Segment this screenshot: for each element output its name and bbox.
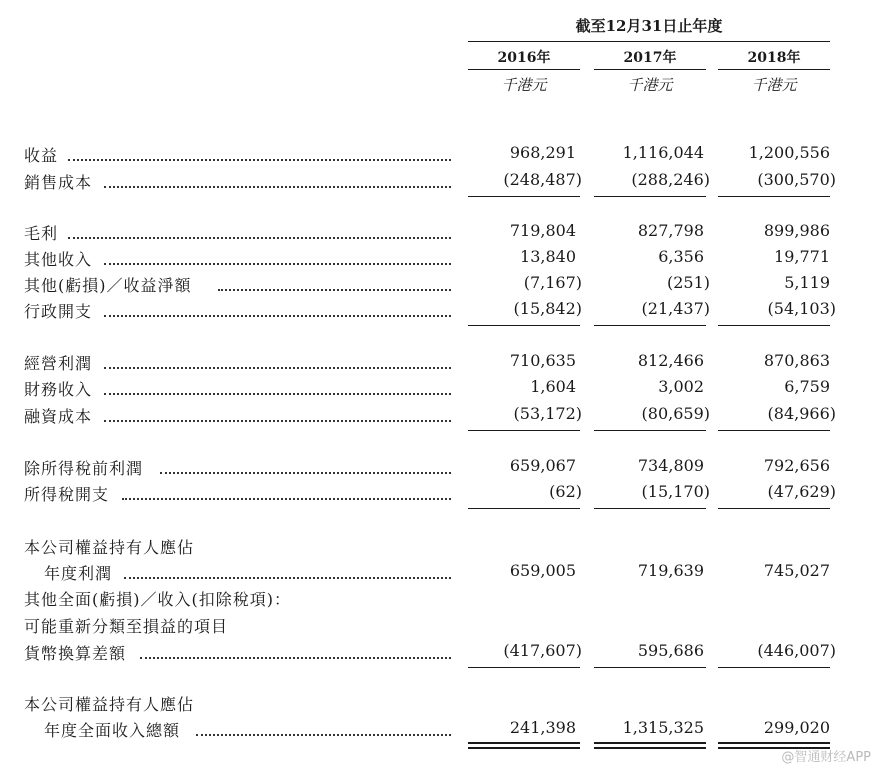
- value-2016: 719,804: [509, 221, 576, 240]
- value-2018: 870,863: [763, 351, 830, 370]
- value-2017: (80,659): [641, 404, 710, 423]
- total-double-rule: [594, 742, 706, 749]
- row-label: 除所得稅前利潤: [24, 459, 144, 478]
- value-2017: (251): [666, 273, 710, 292]
- value-2016: 1,604: [530, 377, 576, 396]
- row-label: 毛利: [24, 224, 59, 243]
- value-2016: (248,487): [503, 170, 582, 189]
- value-2017: 719,639: [637, 561, 704, 580]
- value-2017: 595,686: [637, 641, 704, 660]
- value-2017: (21,437): [641, 299, 710, 318]
- row-label: 貨幣換算差額: [24, 644, 127, 663]
- value-2016: (53,172): [513, 404, 582, 423]
- row-label: 銷售成本: [24, 173, 93, 192]
- leader-dots: [140, 657, 451, 659]
- year-rule-2018: [718, 69, 830, 70]
- leader-dots: [104, 263, 451, 265]
- year-rule-2017: [594, 69, 706, 70]
- value-2018: 5,119: [784, 273, 830, 292]
- leader-dots: [104, 393, 451, 395]
- leader-dots: [104, 315, 451, 317]
- subtotal-rule: [594, 430, 706, 431]
- value-2017: 812,466: [637, 351, 704, 370]
- row-label: 年度全面收入總額: [44, 721, 181, 740]
- row-label: 經營利潤: [24, 354, 93, 373]
- unit-2018: 千港元: [751, 76, 797, 94]
- row-label: 財務收入: [24, 380, 93, 399]
- subtotal-rule: [718, 325, 830, 326]
- row-label: 所得稅開支: [24, 485, 110, 504]
- unit-2017: 千港元: [627, 76, 673, 94]
- subtotal-rule: [718, 508, 830, 509]
- total-double-rule: [468, 742, 580, 749]
- year-rule-2016: [468, 69, 580, 70]
- value-2018: (47,629): [767, 482, 836, 501]
- year-2016-header: 2016年: [497, 50, 551, 66]
- subtotal-rule: [718, 430, 830, 431]
- subtotal-rule: [594, 196, 706, 197]
- value-2018: 19,771: [774, 247, 830, 266]
- leader-dots: [104, 186, 451, 188]
- value-2017: 1,315,325: [622, 718, 704, 737]
- value-2017: (288,246): [631, 170, 710, 189]
- subtotal-rule: [468, 196, 580, 197]
- value-2016: (417,607): [503, 641, 582, 660]
- value-2017: 3,002: [658, 377, 704, 396]
- value-2016: 710,635: [509, 351, 576, 370]
- value-2018: (84,966): [767, 404, 836, 423]
- subtotal-rule: [468, 325, 580, 326]
- subtotal-rule: [594, 667, 706, 668]
- header-rule: [468, 41, 830, 42]
- row-label: 行政開支: [24, 302, 93, 321]
- value-2016: (62): [549, 482, 582, 501]
- value-2018: 299,020: [763, 718, 830, 737]
- subtotal-rule: [594, 508, 706, 509]
- subtotal-rule: [594, 325, 706, 326]
- value-2018: 745,027: [763, 561, 830, 580]
- value-2017: 1,116,044: [622, 143, 704, 162]
- subtotal-rule: [718, 667, 830, 668]
- unit-2016: 千港元: [501, 76, 547, 94]
- year-2018-header: 2018年: [747, 50, 801, 66]
- leader-dots: [122, 498, 451, 500]
- value-2016: (7,167): [523, 273, 582, 292]
- leader-dots: [218, 289, 451, 291]
- value-2016: 13,840: [520, 247, 576, 266]
- row-label: 其他(虧損)／收益淨額: [24, 276, 192, 295]
- subtotal-rule: [468, 430, 580, 431]
- watermark: @智通财经APP: [781, 750, 871, 765]
- value-2018: 792,656: [763, 456, 830, 475]
- value-2016: 241,398: [509, 718, 576, 737]
- subtotal-rule: [468, 667, 580, 668]
- leader-dots: [104, 420, 451, 422]
- value-2018: 1,200,556: [748, 143, 830, 162]
- value-2018: 6,759: [784, 377, 830, 396]
- value-2016: 659,067: [509, 456, 576, 475]
- value-2018: 899,986: [763, 221, 830, 240]
- value-2016: 968,291: [509, 143, 576, 162]
- value-2017: 827,798: [637, 221, 704, 240]
- subtotal-rule: [468, 508, 580, 509]
- leader-dots: [104, 367, 451, 369]
- value-2016: 659,005: [509, 561, 576, 580]
- value-2017: 6,356: [658, 247, 704, 266]
- row-label: 年度利潤: [44, 564, 113, 583]
- value-2018: (54,103): [767, 299, 836, 318]
- value-2018: (446,007): [757, 641, 836, 660]
- value-2017: 734,809: [637, 456, 704, 475]
- value-2017: (15,170): [641, 482, 710, 501]
- leader-dots: [124, 577, 451, 579]
- leader-dots: [68, 237, 451, 239]
- subtotal-rule: [718, 196, 830, 197]
- section-heading-total: 本公司權益持有人應佔: [24, 695, 195, 714]
- leader-dots: [68, 159, 451, 161]
- row-label: 融資成本: [24, 407, 93, 426]
- section-heading-reclass: 可能重新分類至損益的項目: [24, 617, 229, 636]
- year-2017-header: 2017年: [623, 50, 677, 66]
- leader-dots: [160, 472, 451, 474]
- section-heading-profit: 本公司權益持有人應佔: [24, 538, 195, 557]
- period-header: 截至12月31日止年度: [575, 17, 723, 35]
- value-2018: (300,570): [757, 170, 836, 189]
- row-label: 其他收入: [24, 250, 93, 269]
- leader-dots: [196, 734, 451, 736]
- value-2016: (15,842): [513, 299, 582, 318]
- row-label: 收益: [24, 146, 59, 165]
- section-heading-oci: 其他全面(虧損)／收入(扣除稅項)：: [24, 590, 291, 609]
